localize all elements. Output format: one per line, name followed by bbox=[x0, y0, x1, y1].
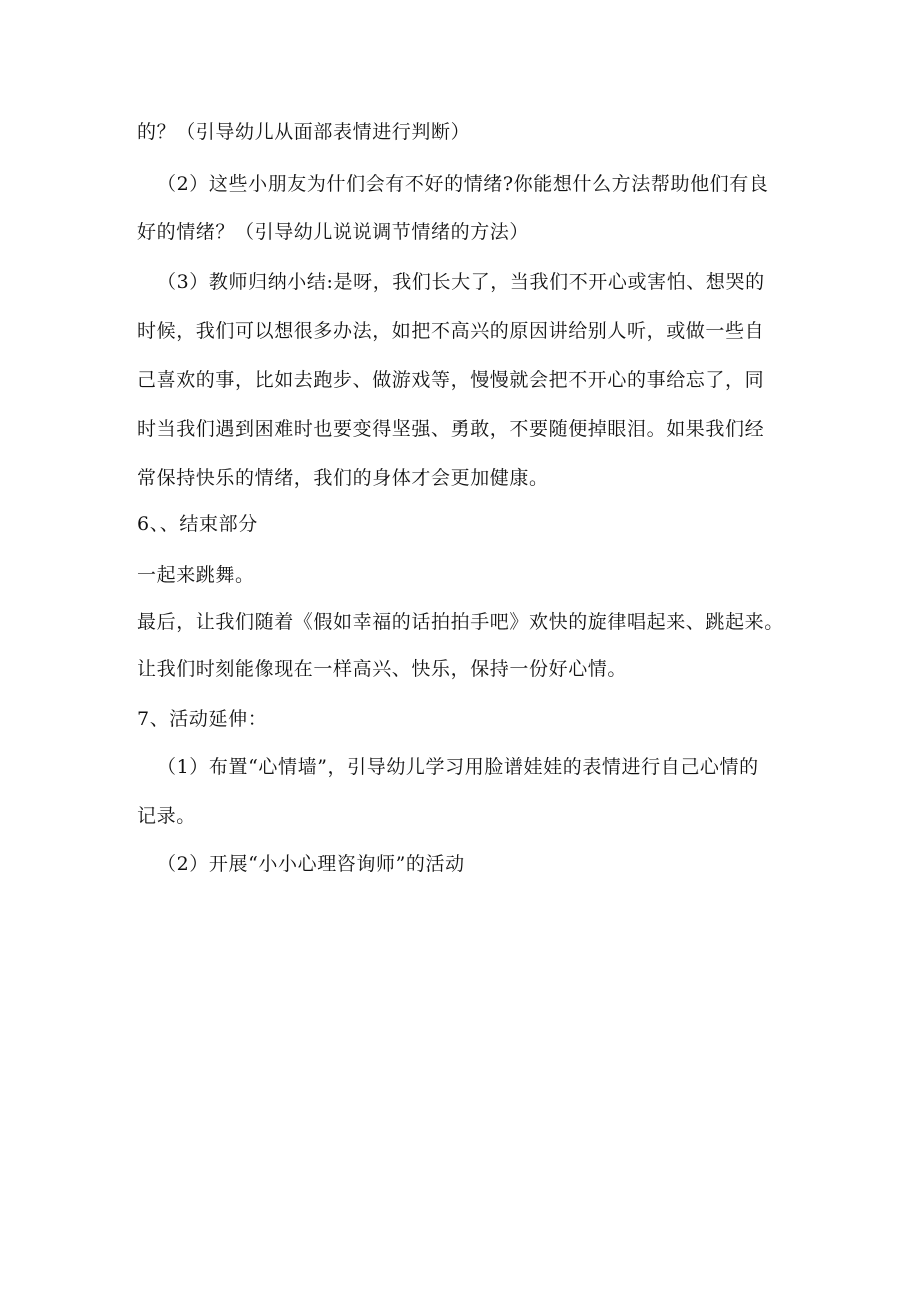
paragraph-line: 好的情绪？（引导幼儿说说调节情绪的方法） bbox=[137, 221, 530, 243]
paragraph-line: （2）开展“小小心理咨询师”的活动 bbox=[157, 853, 465, 875]
paragraph-line: （2）这些小朋友为什们会有不好的情绪?你能想什么方法帮助他们有良 bbox=[157, 173, 769, 195]
paragraph-line: 的？（引导幼儿从面部表情进行判断） bbox=[137, 121, 471, 143]
paragraph-line: 记录。 bbox=[137, 805, 196, 827]
paragraph-line: 常保持快乐的情绪，我们的身体才会更加健康。 bbox=[137, 467, 549, 489]
section-heading: 7、活动延伸： bbox=[137, 708, 268, 730]
paragraph-line: 一起来跳舞。 bbox=[137, 564, 255, 586]
paragraph-line: 最后，让我们随着《假如幸福的话拍拍手吧》欢快的旋律唱起来、跳起来。 bbox=[137, 611, 784, 633]
paragraph-line: 时当我们遇到困难时也要变得坚强、勇敢，不要随便掉眼泪。如果我们经 bbox=[137, 418, 765, 440]
section-heading: 6、、结束部分 bbox=[137, 513, 258, 535]
paragraph-line: 时候，我们可以想很多办法，如把不高兴的原因讲给别人听，或做一些自 bbox=[137, 320, 765, 342]
paragraph-line: 让我们时刻能像现在一样高兴、快乐，保持一份好心情。 bbox=[137, 658, 628, 680]
paragraph-line: 己喜欢的事，比如去跑步、做游戏等，慢慢就会把不开心的事给忘了，同 bbox=[137, 369, 765, 391]
paragraph-line: （3）教师归纳小结:是呀，我们长大了，当我们不开心或害怕、想哭的 bbox=[157, 271, 765, 293]
paragraph-line: （1）布置“心情墙”，引导幼儿学习用脸谱娃娃的表情进行自己心情的 bbox=[157, 756, 759, 778]
